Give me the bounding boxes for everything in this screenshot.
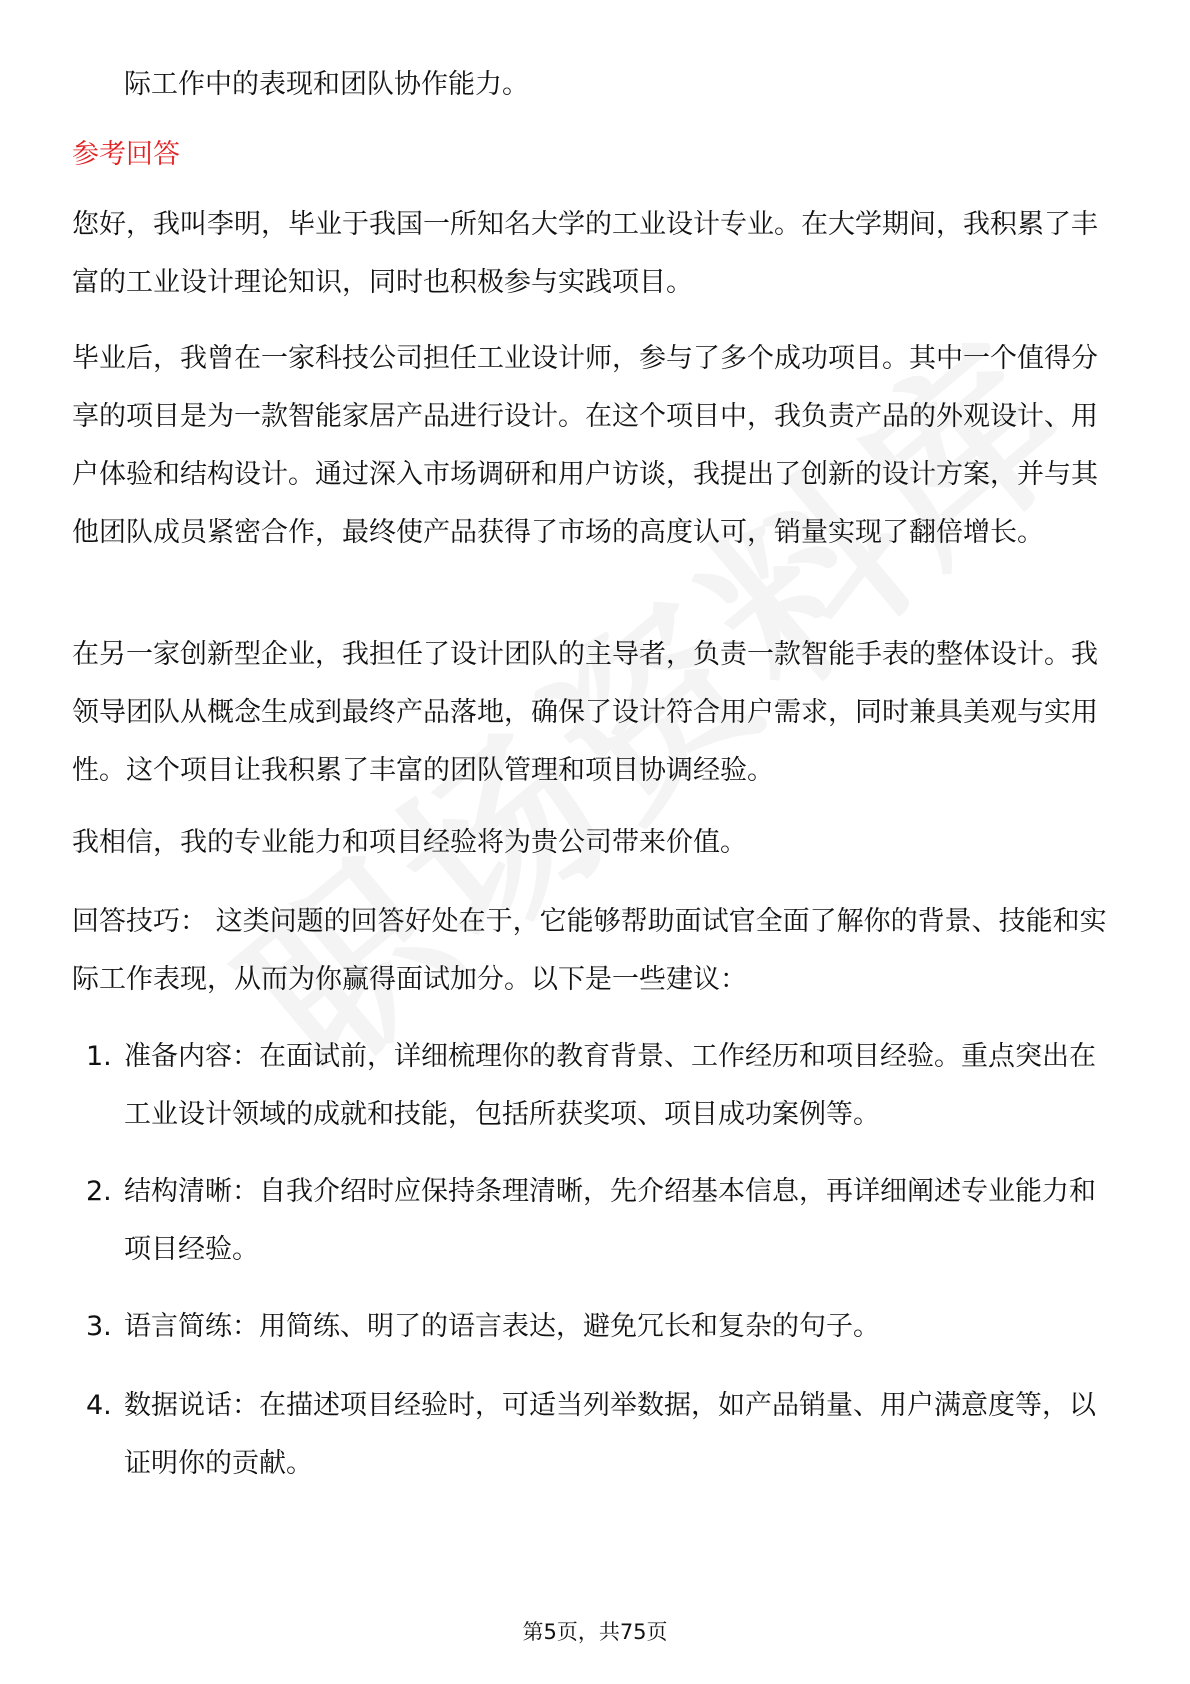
reference-answer-heading: 参考回答 — [72, 139, 180, 170]
paragraph-closing: 我相信，我的专业能力和项目经验将为贵公司带来价值。 — [72, 827, 747, 858]
list-number: 4. — [86, 1390, 112, 1421]
paragraph-experience-1: 毕业后，我曾在一家科技公司担任工业设计师，参与了多个成功项目。其中一个值得分享的项目是为一款智能家居产品进行设计。在这个项目中，我负责产品的外观设计、用户体验和结构设计。通过深入市场调研和用户访谈，我提出了创新的设计方案，并与其他团队成员紧密合作，最终使产品获得了市场的高度认可，销量实现了翻倍增长。 — [72, 343, 1098, 548]
list-item — [72, 1028, 1120, 1144]
list-number: 1. — [86, 1041, 112, 1072]
list-item — [72, 1163, 1120, 1279]
page-footer: 第5页，共75页 — [522, 1620, 668, 1644]
list-text: 准备内容：在面试前，详细梳理你的教育背景、工作经历和项目经验。重点突出在工业设计领域的成就和技能，包括所获奖项、项目成功案例等。 — [124, 1041, 1096, 1130]
list-item — [72, 1377, 1120, 1493]
list-text: 结构清晰：自我介绍时应保持条理清晰，先介绍基本信息，再详细阐述专业能力和项目经验。 — [124, 1176, 1096, 1265]
list-item — [72, 1298, 1120, 1356]
intro-continuation: 际工作中的表现和团队协作能力。 — [124, 69, 529, 100]
list-number: 2. — [86, 1176, 112, 1207]
list-text: 语言简练：用简练、明了的语言表达，避免冗长和复杂的句子。 — [124, 1311, 880, 1342]
list-number: 3. — [86, 1311, 112, 1342]
paragraph-intro: 您好，我叫李明，毕业于我国一所知名大学的工业设计专业。在大学期间，我积累了丰富的工业设计理论知识，同时也积极参与实践项目。 — [72, 209, 1098, 298]
paragraph-experience-2: 在另一家创新型企业，我担任了设计团队的主导者，负责一款智能手表的整体设计。我领导团队从概念生成到最终产品落地，确保了设计符合用户需求，同时兼具美观与实用性。这个项目让我积累了丰富的团队管理和项目协调经验。 — [72, 639, 1098, 786]
list-text: 数据说话：在描述项目经验时，可适当列举数据，如产品销量、用户满意度等，以证明你的贡献。 — [124, 1390, 1096, 1479]
answer-tips-intro: 回答技巧： 这类问题的回答好处在于，它能够帮助面试官全面了解你的背景、技能和实际工作表现，从而为你赢得面试加分。以下是一些建议： — [72, 906, 1107, 995]
